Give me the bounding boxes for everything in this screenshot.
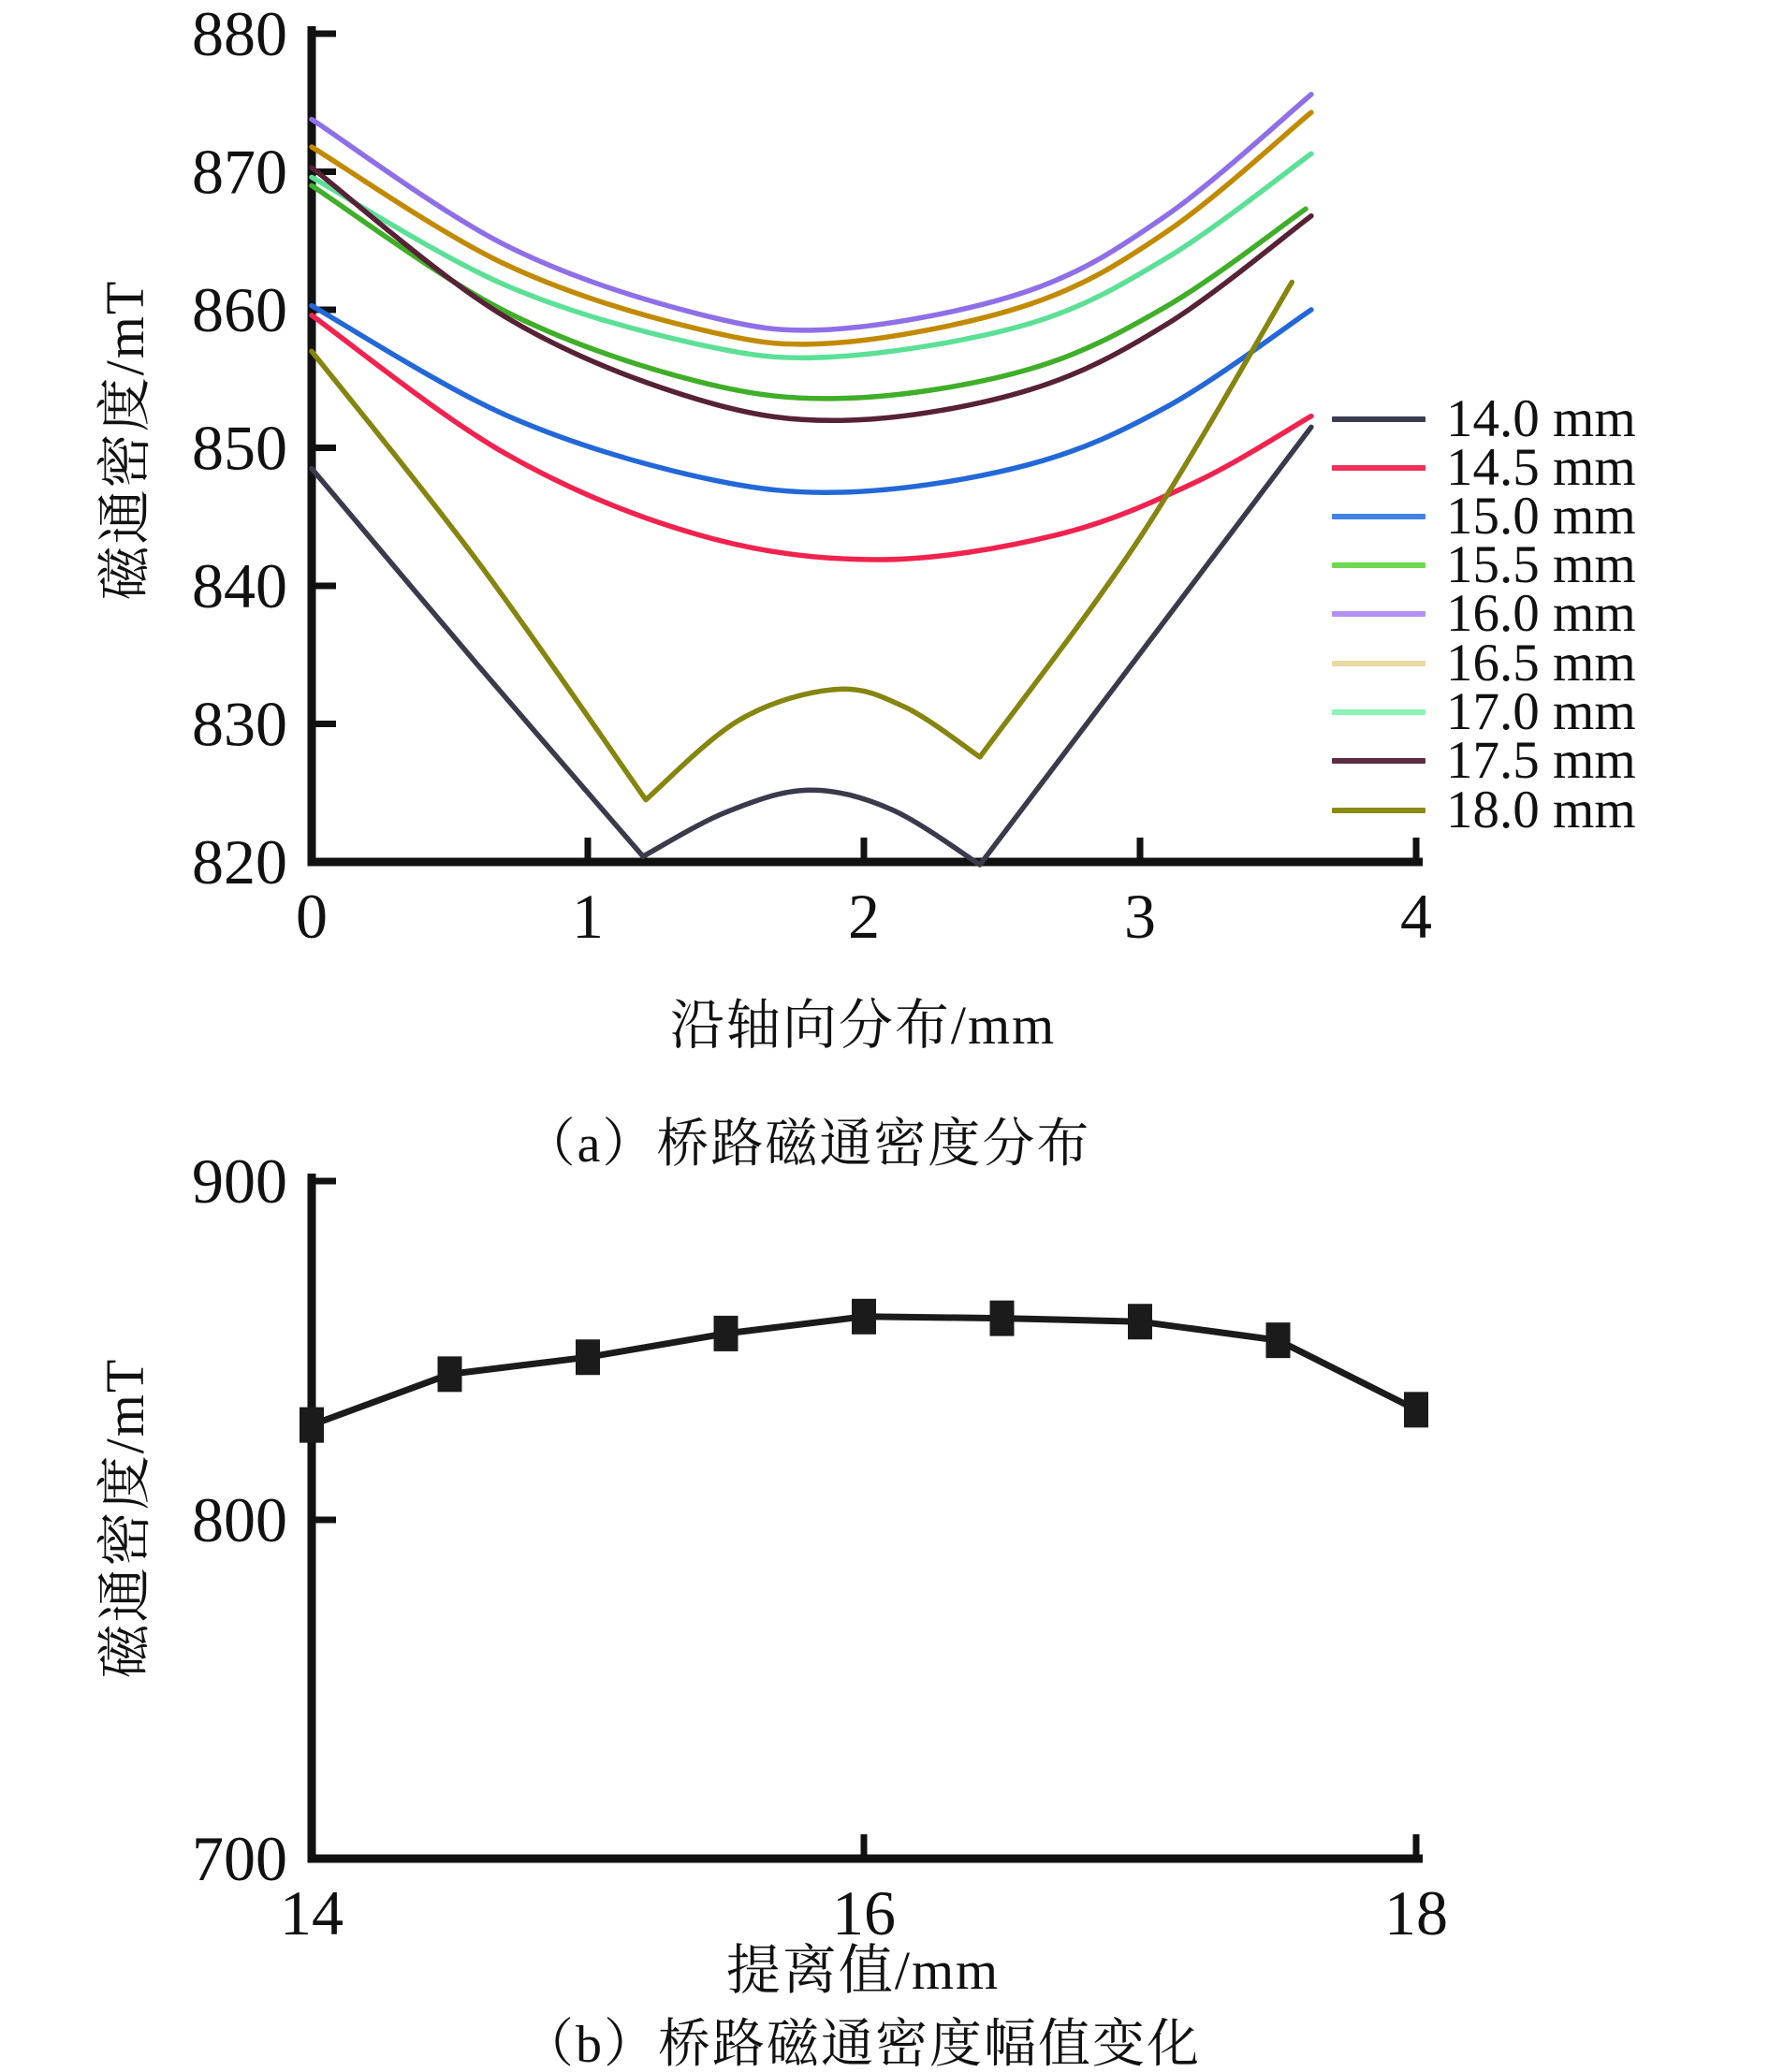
chart-a-xlabel: 沿轴向分布/mm <box>669 995 1057 1056</box>
legend-item-16.5mm <box>1332 634 1636 693</box>
legend-item-17.5mm <box>1332 731 1636 790</box>
legend-label-17.5mm: 17.5 mm <box>1446 731 1636 790</box>
x-tick-label-a-1: 1 <box>572 881 604 952</box>
legend-label-14.0mm: 14.0 mm <box>1446 389 1636 448</box>
legend-label-17.0mm: 17.0 mm <box>1446 682 1636 741</box>
legend-swatch-17.0mm <box>1332 709 1425 715</box>
y-tick-label-a-880: 880 <box>192 0 287 69</box>
legend-item-17.0mm <box>1332 682 1636 741</box>
legend-item-18.0mm <box>1332 781 1636 839</box>
chart-a-ylabel: 磁通密度/mT <box>95 279 155 601</box>
legend-item-14.0mm <box>1332 389 1636 448</box>
curve-16.0mm <box>312 95 1311 330</box>
y-tick-label-b-800: 800 <box>192 1484 287 1555</box>
x-tick-label-a-4: 4 <box>1400 881 1432 952</box>
legend-item-16.0mm <box>1332 584 1636 643</box>
marker-b-14.5mm <box>438 1356 462 1392</box>
y-tick-label-a-860: 860 <box>192 274 287 345</box>
legend-swatch-15.5mm <box>1332 562 1425 568</box>
legend-label-18.0mm: 18.0 mm <box>1446 781 1636 839</box>
marker-b-18mm <box>1404 1392 1428 1427</box>
curve-14.5mm <box>312 315 1311 560</box>
marker-b-17.5mm <box>1266 1322 1291 1358</box>
curve-17.5mm <box>312 168 1311 420</box>
legend-swatch-16.0mm <box>1332 611 1425 617</box>
legend-label-14.5mm: 14.5 mm <box>1446 438 1636 497</box>
y-tick-label-a-840: 840 <box>192 550 287 621</box>
legend-item-14.5mm <box>1332 438 1636 497</box>
x-tick-label-a-0: 0 <box>296 881 328 952</box>
legend-swatch-16.5mm <box>1332 661 1425 666</box>
y-tick-label-a-870: 870 <box>192 136 287 208</box>
chart-b-xlabel: 提离值/mm <box>725 1940 1001 2001</box>
legend-item-15.0mm <box>1332 487 1636 546</box>
legend-swatch-17.5mm <box>1332 758 1425 764</box>
marker-b-15.5mm <box>714 1316 738 1351</box>
y-tick-label-a-820: 820 <box>192 826 287 897</box>
x-tick-label-a-3: 3 <box>1124 881 1156 952</box>
legend-swatch-14.5mm <box>1332 465 1425 471</box>
chart-b-caption: （b）桥路磁通密度幅值变化 <box>521 2016 1201 2072</box>
legend-item-15.5mm <box>1332 535 1636 594</box>
x-tick-label-a-2: 2 <box>848 881 880 952</box>
x-tick-label-b-16: 16 <box>832 1877 896 1948</box>
y-tick-label-a-830: 830 <box>192 688 287 760</box>
y-tick-label-b-900: 900 <box>192 1145 287 1217</box>
chart-b-ylabel: 磁通密度/mT <box>95 1357 155 1679</box>
x-tick-label-b-14: 14 <box>280 1877 344 1948</box>
legend-swatch-14.0mm <box>1332 416 1425 422</box>
legend-label-15.0mm: 15.0 mm <box>1446 487 1636 546</box>
legend-label-15.5mm: 15.5 mm <box>1446 535 1636 594</box>
marker-b-14mm <box>300 1408 324 1443</box>
y-tick-label-a-850: 850 <box>192 412 287 484</box>
legend-label-16.5mm: 16.5 mm <box>1446 634 1636 693</box>
y-tick-label-b-700: 700 <box>192 1823 287 1894</box>
x-tick-label-b-18: 18 <box>1384 1877 1448 1948</box>
marker-b-16.5mm <box>990 1301 1015 1336</box>
legend-swatch-18.0mm <box>1332 808 1425 813</box>
marker-b-15mm <box>576 1339 600 1375</box>
legend-swatch-15.0mm <box>1332 514 1425 519</box>
legend-label-16.0mm: 16.0 mm <box>1446 584 1636 643</box>
chart-a-caption: （a）桥路磁通密度分布 <box>522 1116 1091 1174</box>
marker-b-16mm <box>852 1299 876 1335</box>
marker-b-17mm <box>1128 1304 1152 1339</box>
